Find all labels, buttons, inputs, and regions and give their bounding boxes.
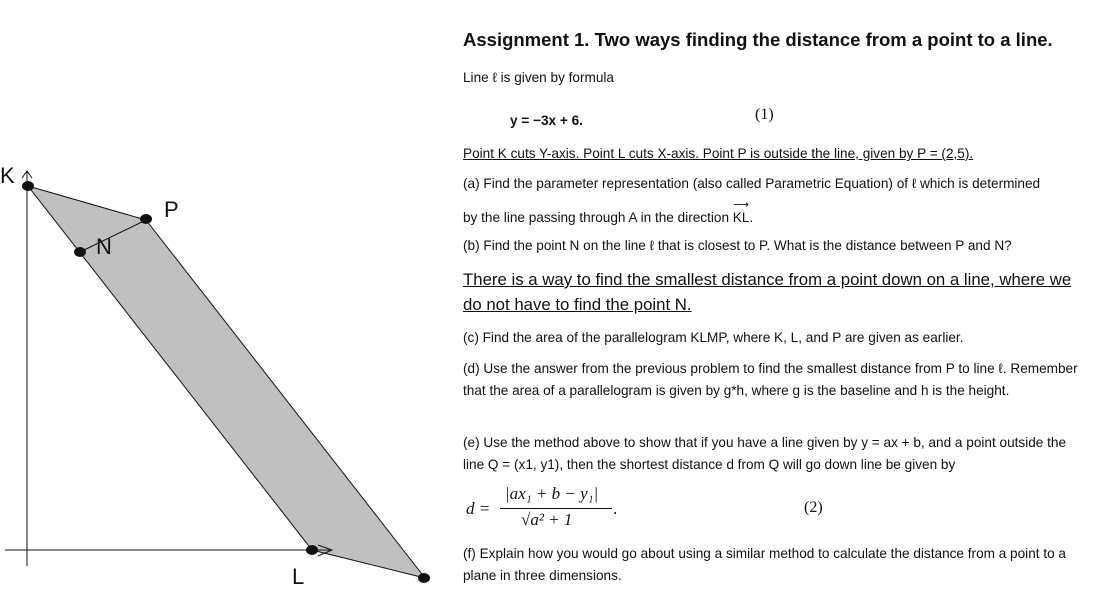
vector-arrow-icon: ⟶ xyxy=(733,199,749,211)
part-a-end: . xyxy=(749,210,754,225)
part-e: (e) Use the method above to show that if you have a line given by y = ax + b, and a point outside the line Q = (x1, y1), then the shortest distance d from Q will go down line be given by xyxy=(463,435,1067,472)
part-b: (b) Find the point N on the line ℓ that is closest to P. What is the distance between P and N? xyxy=(463,238,1012,253)
formula-trailing: . xyxy=(613,499,618,518)
part-a-text: by the line passing through A in the direction xyxy=(463,210,730,225)
vector-kl xyxy=(732,199,750,229)
point-m xyxy=(418,573,430,583)
label-k: K xyxy=(0,163,15,188)
intro-text: Line ℓ is given by formula xyxy=(463,70,614,85)
part-c: (c) Find the area of the parallelogram KLMP, where K, L, and P are given as earlier. xyxy=(463,330,964,345)
part-f: (f) Explain how you would go about using a similar method to calculate the distance from a point to a plane in three dimensions. xyxy=(463,546,1066,583)
points-statement: Point K cuts Y-axis. Point L cuts X-axis. Point P is outside the line, given by P = (2,5). xyxy=(463,146,974,161)
parallelogram-figure xyxy=(0,0,450,593)
smallest-distance-note: There is a way to find the smallest distance from a point down on a line, where we do not have to find the point N. xyxy=(463,270,1072,314)
part-a-line-1: (a) Find the parameter representation (also called Parametric Equation) of ℓ which is determined xyxy=(463,176,1041,191)
assignment-title: Assignment 1. Two ways finding the distance from a point to a line. xyxy=(463,29,1053,50)
formula-y: y = −3x + 6. xyxy=(510,113,583,128)
label-l: L xyxy=(292,564,305,589)
parallelogram-klmp xyxy=(28,186,425,578)
formula-denominator: √a² + 1 xyxy=(521,510,573,529)
equation-number-1: (1) xyxy=(755,106,774,123)
point-k xyxy=(22,181,34,191)
label-n: N xyxy=(96,234,112,259)
formula-lhs: d = xyxy=(466,499,491,518)
label-p: P xyxy=(164,197,179,222)
formula-numerator: |ax₁ + b − y₁| xyxy=(505,484,599,503)
vector-kl-label: KL xyxy=(732,210,750,225)
distance-formula xyxy=(463,484,683,536)
part-a-line-2 xyxy=(463,199,754,229)
equation-number-2: (2) xyxy=(804,499,823,516)
point-l xyxy=(306,545,318,555)
point-p xyxy=(140,214,152,224)
part-d: (d) Use the answer from the previous problem to find the smallest distance from P to line ℓ. Remember that the area of a parallelogram is given by g*h, where g is the baseline and h is the height. xyxy=(463,361,1078,398)
point-n xyxy=(74,247,86,257)
